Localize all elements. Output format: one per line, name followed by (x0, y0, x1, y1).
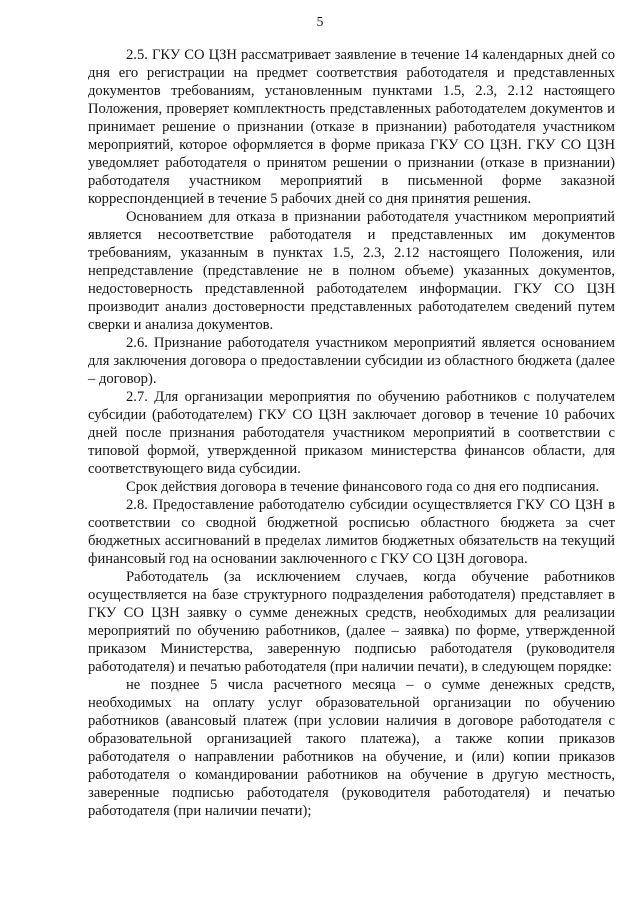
document-body (88, 46, 615, 820)
page-number: 5 (316, 14, 324, 29)
paragraph-refusal-grounds: Основанием для отказа в признании работодателя участником мероприятий является несоответствие работодателя и представленных им документов требованиям, указанным в пунктах 1.5, 2.3, 2.12 настоящего Положения, или непредставление (представление не в полном объеме) указанных документов, недостоверность представленной работодателем информации. ГКУ СО ЦЗН производит анализ достоверности представленных работодателем сведений путем сверки и анализа документов. (88, 209, 615, 333)
paragraph-2-7: 2.7. Для организации мероприятия по обучению работников с получателем субсидии (работодателем) ГКУ СО ЦЗН заключает договор в течение 10 рабочих дней после признания работодателя участником мероприятий в соответствии с типовой формой, утвержденной приказом министерства финансов области, для соответствующего вида субсидии. (88, 389, 615, 477)
paragraph-2-5: 2.5. ГКУ СО ЦЗН рассматривает заявление в течение 14 календарных дней со дня его регистрации на предмет соответствия работодателя и представленных документов требованиям, установленным пунктами 1.5, 2.3, 2.12 настоящего Положения, проверяет комплектность представленных работодателем документов и принимает решение о признании (отказе в признании) работодателя участником мероприятий, которое оформляется в форме приказа ГКУ СО ЦЗН. ГКУ СО ЦЗН уведомляет работодателя о принятом решении о признании (отказе в признании) работодателя участником мероприятий в письменной форме заказной корреспонденцией в течение 5 рабочих дней со дня принятия решения. (88, 47, 615, 207)
paragraph-deadline-5th: не позднее 5 числа расчетного месяца – о сумме денежных средств, необходимых на оплату услуг образовательной организации по обучению работников (авансовый платеж (при условии наличия в договоре работодателя с образовательной организацией такого платежа), а также копии приказов работодателя о направлении работников на обучение, и (или) копии приказов работодателя о командировании работников на обучение в другую местность, заверенные подписью работодателя (руководителя работодателя) и печатью работодателя (при наличии печати); (88, 677, 615, 819)
paragraph-2-6: 2.6. Признание работодателя участником мероприятий является основанием для заключения договора о предоставлении субсидии из областного бюджета (далее – договор). (88, 335, 615, 387)
paragraph-employer-application: Работодатель (за исключением случаев, когда обучение работников осуществляется на базе структурного подразделения работодателя) представляет в ГКУ СО ЦЗН заявку о сумме денежных средств, необходимых для реализации мероприятий по обучению работников, (далее – заявка) по форме, утвержденной приказом Министерства, заверенную подписью работодателя (руководителя работодателя) и печатью работодателя (при наличии печати), в следующем порядке: (88, 569, 615, 675)
paragraph-2-8: 2.8. Предоставление работодателю субсидии осуществляется ГКУ СО ЦЗН в соответствии со сводной бюджетной росписью областного бюджета за счет бюджетных ассигнований в пределах лимитов бюджетных обязательств на текущий финансовый год на основании заключенного с ГКУ СО ЦЗН договора. (88, 497, 615, 567)
paragraph-contract-term: Срок действия договора в течение финансового года со дня его подписания. (126, 479, 600, 495)
